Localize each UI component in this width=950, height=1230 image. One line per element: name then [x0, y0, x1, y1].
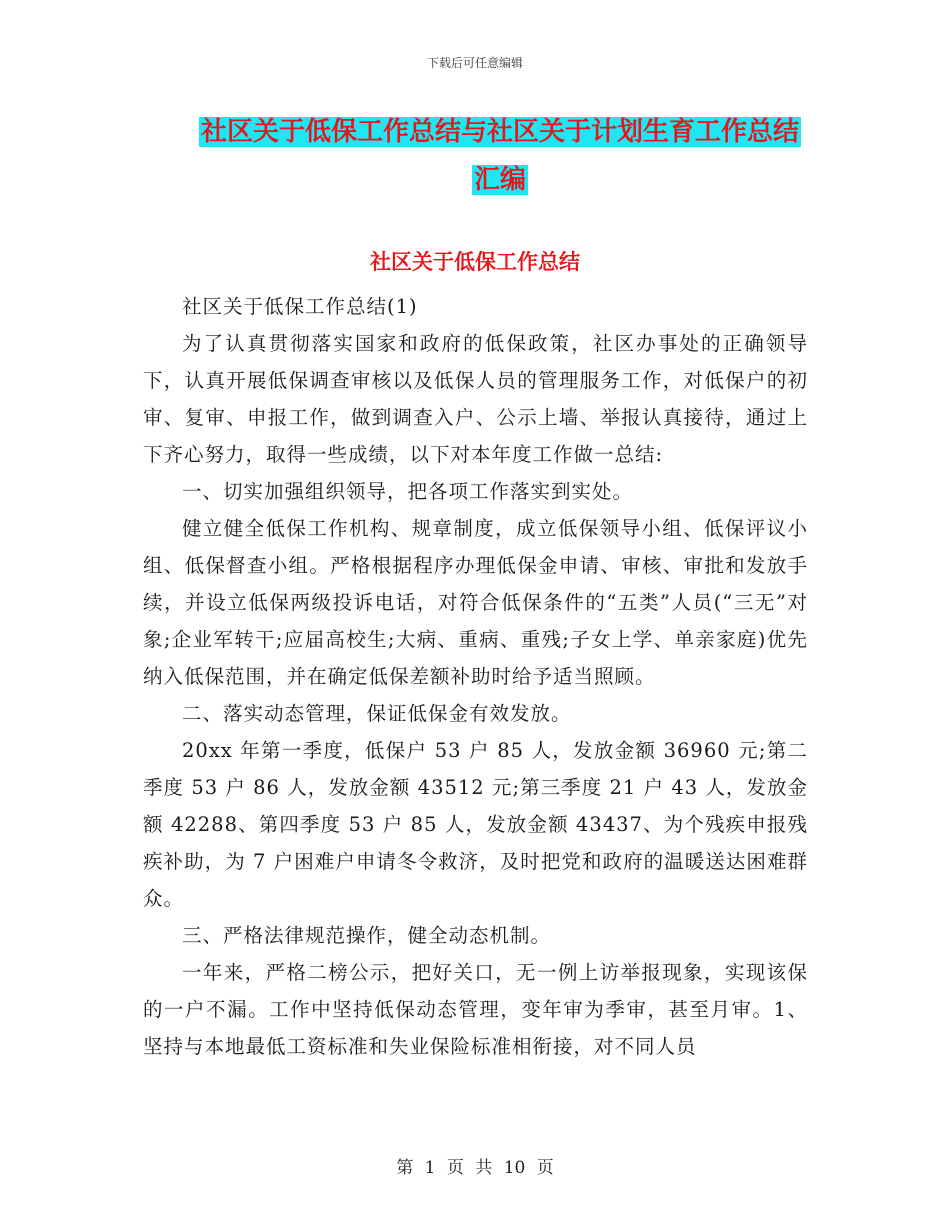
paragraph: 20xx 年第一季度，低保户 53 户 85 人，发放金额 36960 元;第二季度 53 户 86 人，发放金额 43512 元;第三季度 21 户 43 人，发放金额 42288、第四季度 53 户 85 人，发放金额 43437、为个残疾申报残疾补助，为 7 户困难户申请冬令救济，及时把党和政府的温暖送达困难群众。 [143, 739, 808, 910]
paragraph: 一、切实加强组织领导，把各项工作落实到实处。 [182, 480, 634, 503]
page-footer: 第 1 页 共 10 页 [396, 1158, 554, 1178]
paragraph: 二、落实动态管理，保证低保金有效发放。 [182, 702, 572, 725]
document-title-line-2: 汇编 [473, 165, 526, 195]
section-title: 社区关于低保工作总结 [370, 250, 580, 274]
document-title [190, 108, 810, 204]
paragraph: 社区关于低保工作总结(1) [182, 295, 418, 318]
paragraph: 为了认真贯彻落实国家和政府的低保政策，社区办事处的正确领导下，认真开展低保调查审核以及低保人员的管理服务工作，对低保户的初审、复审、申报工作，做到调查入户、公示上墙、举报认真接待，通过上下齐心努力，取得一些成绩，以下对本年度工作做一总结: [143, 332, 808, 466]
paragraph: 健立健全低保工作机构、规章制度，成立低保领导小组、低保评议小组、低保督查小组。严格根据程序办理低保金申请、审核、审批和发放手续，并设立低保两级投诉电话，对符合低保条件的“五类”人员(“三无”对象;企业军转干;应届高校生;大病、重病、重残;子女上学、单亲家庭)优先纳入低保范围，并在确定低保差额补助时给予适当照顾。 [143, 517, 808, 688]
page-header-note: 下载后可任意编辑 [426, 56, 523, 70]
document-title-line-1: 社区关于低保工作总结与社区关于计划生育工作总结 [200, 117, 799, 147]
paragraph: 一年来，严格二榜公示，把好关口，无一例上访举报现象，实现该保的一户不漏。工作中坚持低保动态管理，变年审为季审，甚至月审。1、坚持与本地最低工资标准和失业保险标准相衔接，对不同人员 [143, 961, 808, 1058]
document-body [143, 288, 808, 1065]
paragraph: 三、严格法律规范操作，健全动态机制。 [182, 924, 552, 947]
